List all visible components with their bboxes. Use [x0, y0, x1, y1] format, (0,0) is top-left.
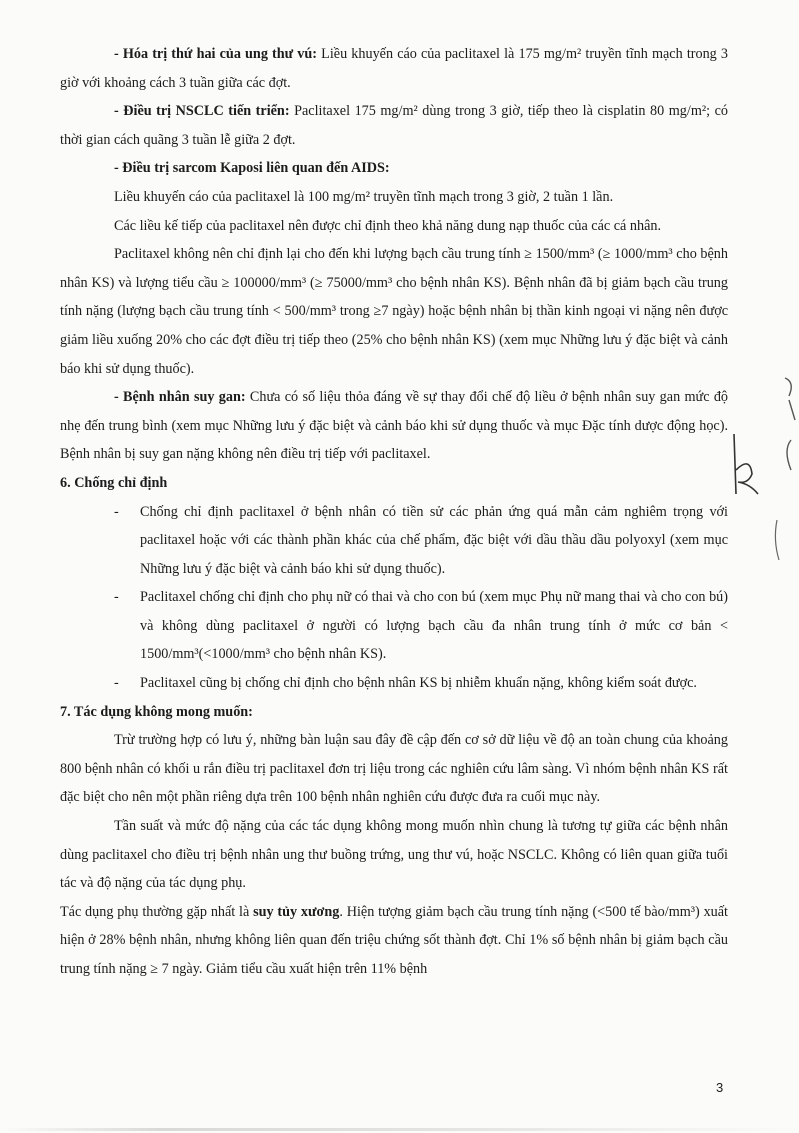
page-number: 3: [716, 1080, 724, 1095]
list-item: - Paclitaxel cũng bị chống chỉ định cho bệnh nhân KS bị nhiễm khuẩn nặng, không kiểm soát được.: [114, 675, 697, 692]
margin-scribble-icon: [771, 370, 799, 570]
bold-label: - Điều trị sarcom Kaposi liên quan đến AIDS:: [114, 160, 390, 177]
bold-label: - Bệnh nhân suy gan:: [114, 389, 246, 406]
paragraph-frequency-severity: Tần suất và mức độ nặng của các tác dụng không mong muốn nhìn chung là tương tự giữa các bệnh nhân dùng paclitaxel cho điều trị bệnh nhân ung thư buồng trứng, ung thư vú, hoặc NSCLC. Không có liên quan giữa tuổi tác và độ nặng của tác dụng phụ.: [60, 818, 728, 892]
bold-label: - Hóa trị thứ hai của ung thư vú:: [114, 46, 318, 62]
paragraph-subsequent-doses: Các liều kế tiếp của paclitaxel nên được chỉ định theo khả năng dung nạp thuốc của các cá nhân.: [114, 217, 662, 234]
initials-signature-icon: [728, 430, 764, 500]
contraindications-list: [60, 498, 728, 698]
bold-term: suy tủy xương: [253, 903, 340, 920]
paragraph-hepatic-impairment: - Bệnh nhân suy gan: Chưa có số liệu thỏa đáng về sự thay đổi chế độ liều ở bệnh nhân suy gan mức độ nhẹ đến trung bình (xem mục Những lưu ý đặc biệt và cảnh báo khi sử dụng thuốc và mục Đặc tính dược động học). Bệnh nhân bị suy gan nặng không nên điều trị tiếp với paclitaxel.: [60, 389, 729, 463]
paragraph-kaposi-heading: [60, 154, 728, 183]
paragraph-bone-marrow-suppression: Tác dụng phụ thường gặp nhất là suy tủy xương. Hiện tượng giảm bạch cầu trung tính nặng (<500 tế bào/mm³) xuất hiện ở 28% bệnh nhân, nhưng không liên quan đến triệu chứng sốt thành đợt. Chỉ 1% số bệnh nhân bị giảm bạch cầu trung tính nặng ≥ 7 ngày. Giảm tiểu cầu xuất hiện trên 11% bệnh: [60, 903, 728, 977]
list-item: - Chống chỉ định paclitaxel ở bệnh nhân có tiền sử các phản ứng quá mẫn cảm nghiêm trọng với paclitaxel hoặc với các thành phần khác của chế phẩm, đặc biệt với dầu thầu dầu polyoxyl (xem mục Những lưu ý đặc biệt và cảnh báo khi sử dụng thuốc).: [114, 503, 728, 577]
paragraph-second-line-breast-cancer: - Hóa trị thứ hai của ung thư vú: Liều khuyến cáo của paclitaxel là 175 mg/m² truyền tĩnh mạch trong 3 giờ với khoảng cách 3 tuần giữa các đợt.: [60, 46, 728, 91]
list-item: - Paclitaxel chống chỉ định cho phụ nữ có thai và cho con bú (xem mục Phụ nữ mang thai và cho con bú) và không dùng paclitaxel ở người có lượng bạch cầu đa nhân trung tính ở mức cơ bản < 1500/mm³(<1000/mm³ cho bệnh nhân KS).: [114, 589, 728, 663]
paragraph-nsclc: - Điều trị NSCLC tiến triển: Paclitaxel 175 mg/m² dùng trong 3 giờ, tiếp theo là cisplatin 80 mg/m²; có thời gian cách quãng 3 tuần lễ giữa 2 đợt.: [60, 103, 728, 148]
scan-edge: [0, 1128, 799, 1131]
paragraph-redosing-criteria: Paclitaxel không nên chỉ định lại cho đến khi lượng bạch cầu trung tính ≥ 1500/mm³ (≥ 1000/mm³ cho bệnh nhân KS) và lượng tiểu cầu ≥ 100000/mm³ (≥ 75000/mm³ cho bệnh nhân KS). Bệnh nhân đã bị giảm bạch cầu trung tính nặng (lượng bạch cầu trung tính < 500/mm³ trong ≥7 ngày) hoặc bệnh nhân bị thần kinh ngoại vi nặng nên được giảm liều xuống 20% cho các đợt điều trị tiếp theo (25% cho bệnh nhân KS) (xem mục Những lưu ý đặc biệt và cảnh báo khi sử dụng thuốc).: [60, 246, 728, 377]
paragraph-kaposi-dose: Liều khuyến cáo của paclitaxel là 100 mg/m² truyền tĩnh mạch trong 3 giờ, 2 tuần 1 lần.: [114, 188, 614, 205]
paragraph-safety-database: Trừ trường hợp có lưu ý, những bàn luận sau đây đề cập đến cơ sở dữ liệu về độ an toàn chung của khoảng 800 bệnh nhân có khối u rắn điều trị paclitaxel đơn trị liệu trong các nghiên cứu lâm sàng. Vì nhóm bệnh nhân KS rất đặc biệt cho nên một phần riêng dựa trên 100 bệnh nhân nghiên cứu được đưa ra cuối mục này.: [60, 732, 728, 806]
section-heading-adverse-effects: 7. Tác dụng không mong muốn:: [60, 703, 253, 720]
bold-label: - Điều trị NSCLC tiến triển:: [114, 103, 290, 120]
page-content: [60, 40, 728, 984]
section-heading-contraindications: 6. Chống chỉ định: [60, 474, 168, 491]
